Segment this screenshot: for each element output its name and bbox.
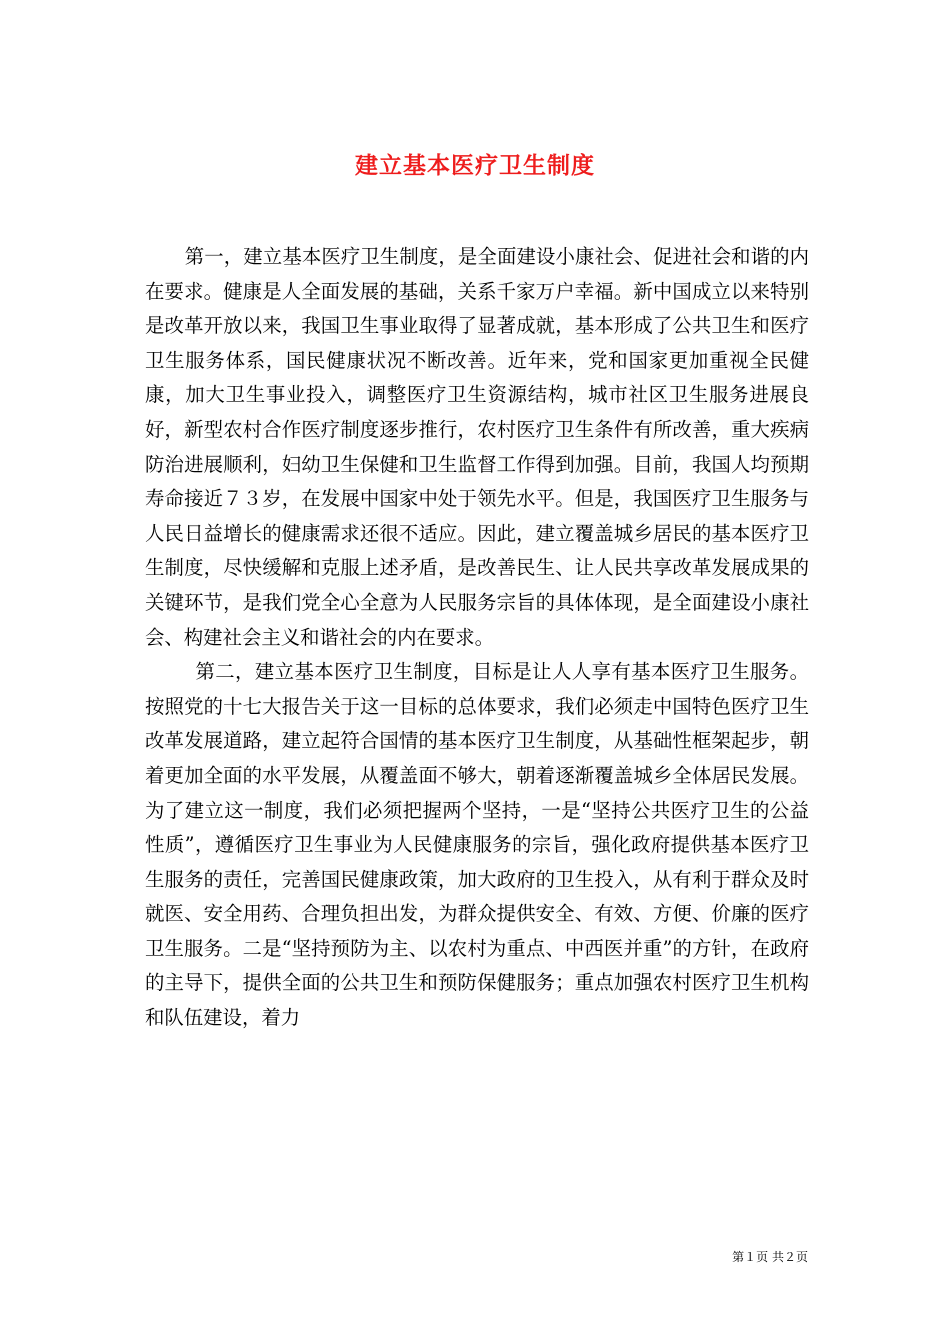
paragraph-1: 第一，建立基本医疗卫生制度，是全面建设小康社会、促进社会和谐的内在要求。健康是人全面发展的基础，关系千家万户幸福。新中国成立以来特别是改革开放以来，我国卫生事业取得了显著成就，基本形成了公共卫生和医疗卫生服务体系，国民健康状况不断改善。近年来，党和国家更加重视全民健康，加大卫生事业投入，调整医疗卫生资源结构，城市社区卫生服务进展良好，新型农村合作医疗制度逐步推行，农村医疗卫生条件有所改善，重大疾病防治进展顺利，妇幼卫生保健和卫生监督工作得到加强。目前，我国人均预期寿命接近７３岁，在发展中国家中处于领先水平。但是，我国医疗卫生服务与人民日益增长的健康需求还很不适应。因此，建立覆盖城乡居民的基本医疗卫生制度，尽快缓解和克服上述矛盾，是改善民生、让人民共享改革发展成果的关键环节，是我们党全心全意为人民服务宗旨的具体体现，是全面建设小康社会、构建社会主义和谐社会的内在要求。 [145,245,809,649]
page-title: 建立基本医疗卫生制度 [355,152,595,180]
page-number-footer: 第１页 共２页 [732,1250,808,1264]
document-body [145,240,809,1036]
paragraph-2: 第二，建立基本医疗卫生制度，目标是让人人享有基本医疗卫生服务。按照党的十七大报告关于这一目标的总体要求，我们必须走中国特色医疗卫生改革发展道路，建立起符合国情的基本医疗卫生制度，从基础性框架起步，朝着更加全面的水平发展，从覆盖面不够大，朝着逐渐覆盖城乡全体居民发展。为了建立这一制度，我们必须把握两个坚持，一是“坚持公共医疗卫生的公益性质”，遵循医疗卫生事业为人民健康服务的宗旨，强化政府提供基本医疗卫生服务的责任，完善国民健康政策，加大政府的卫生投入，从有利于群众及时就医、安全用药、合理负担出发，为群众提供安全、有效、方便、价廉的医疗卫生服务。二是“坚持预防为主、以农村为重点、中西医并重”的方针，在政府的主导下，提供全面的公共卫生和预防保健服务；重点加强农村医疗卫生机构和队伍建设，着力 [145,660,809,1030]
